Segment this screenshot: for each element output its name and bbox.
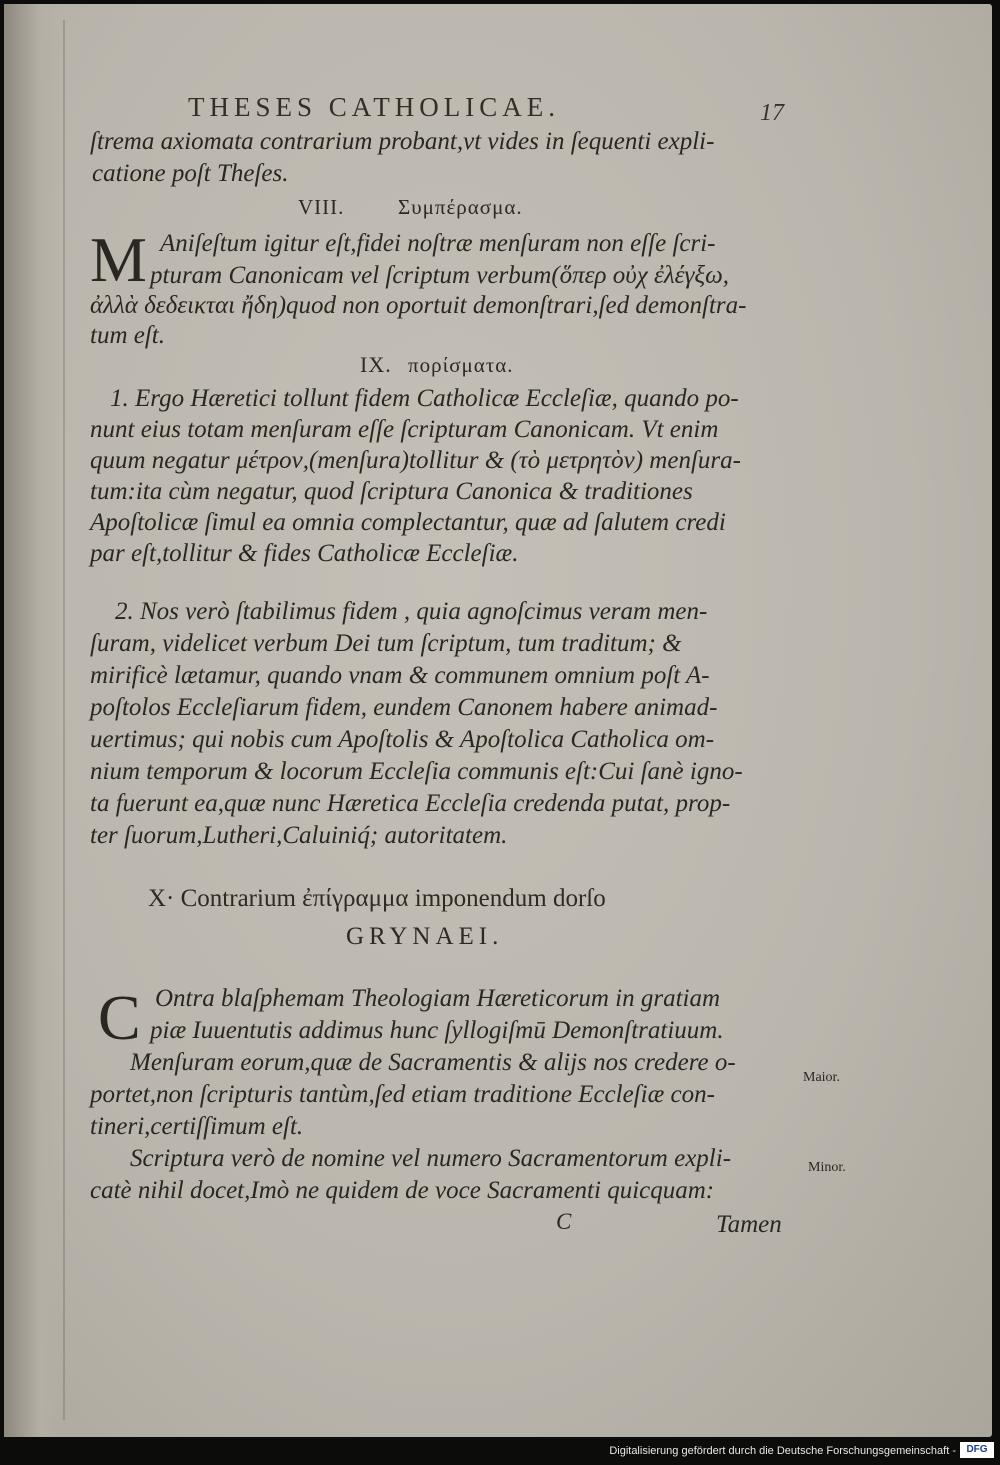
margin-note-minor: Minor. [808,1160,846,1175]
page-number: 17 [760,100,784,126]
text-line: catione poſt Theſes. [92,160,289,187]
text-line: nium temporum & locorum Eccleſia communis eſt:Cui ſanè igno- [90,758,743,785]
text-line: nunt eius totam menſuram eſſe ſcripturam Canonicam. Vt enim [90,416,719,443]
text-line: tum:ita cùm negatur, quod ſcriptura Canonica & traditiones [90,478,693,505]
text-line: Scriptura verò de nomine vel numero Sacramentorum expli- [130,1145,732,1172]
text-line: piæ Iuuentutis addimus hunc ſyllogiſmū Demonſtratiuum. [150,1017,724,1044]
text-line: Aniſeſtum igitur eſt,fidei noſtræ menſuram non eſſe ſcri- [160,230,716,257]
text-line: Ontra blaſphemam Theologiam Hæreticorum in gratiam [155,985,721,1012]
footer-credit-text: Digitalisierung gefördert durch die Deutsche Forschungsgemeinschaft - [609,1445,956,1457]
text-line: ſtrema axiomata contrarium probant,vt vides in ſequenti expli- [90,128,715,155]
text-line: Menſuram eorum,quæ de Sacramentis & alijs nos credere o- [130,1049,736,1076]
text-line: Apoſtolicæ ſimul ea omnia complectantur, quæ ad ſalutem credi [90,509,726,536]
catchword: Tamen [716,1211,782,1238]
text-line: poſtolos Eccleſiarum fidem, eundem Canonem habere animad- [90,694,718,721]
running-head: THESES CATHOLICAE. [188,92,560,122]
text-line: ter ſuorum,Lutheri,Caluiniq́; autoritatem. [90,822,508,849]
text-line: uertimus; qui nobis cum Apoſtolis & Apoſtolica Catholica om- [90,726,715,753]
text-line: quum negatur μέτρον,(menſura)tollitur & (τὸ μετρητὸν) menſura- [90,447,741,474]
signature-mark: C [556,1209,572,1234]
text-line: 1. Ergo Hæretici tollunt fidem Catholicæ Eccleſiæ, quando po- [110,385,739,412]
spine-edge [63,20,65,1420]
drop-cap: C [98,982,141,1053]
text-line: tineri,certiſſimum eſt. [90,1113,304,1140]
digitization-footer [0,1437,1000,1465]
section-heading-number: VIII. [298,195,345,219]
text-line: portet,non ſcripturis tantùm,ſed etiam traditione Eccleſiæ con- [90,1081,715,1108]
section-x-subheading: GRYNAEI. [346,923,504,950]
text-line: par eſt,tollitur & fides Catholicæ Eccleſiæ. [90,540,519,567]
text-line: ſuram, videlicet verbum Dei tum ſcriptum, tum traditum; & [90,630,682,657]
dfg-logo-icon: DFG [960,1442,994,1458]
section-heading-greek: Συμπέρασμα. [398,195,523,219]
drop-cap: M [90,224,147,295]
section-heading-number: IX. [360,352,392,377]
text-line: ta fuerunt ea,quæ nunc Hæretica Eccleſia credenda putat, prop- [90,790,731,817]
text-line: 2. Nos verò ſtabilimus fidem , quia agnoſcimus veram men- [115,598,708,625]
page-binding-shadow [4,4,64,1437]
margin-note-major: Maior. [803,1070,840,1085]
section-heading-greek: πορίσματα. [408,353,514,377]
text-line: ἀλλὰ δεδεικται ἤδη)quod non oportuit demonſtrari,ſed demonſtra- [90,292,747,319]
text-line: pturam Canonicam vel ſcriptum verbum(ὅπερ οὐχ ἐλέγξω, [150,262,729,289]
section-x-heading: X· Contrarium ἐπίγραμμα imponendum dorſo [148,885,606,912]
text-line: catè nihil docet,Imò ne quidem de voce Sacramenti quicquam: [90,1177,715,1204]
text-line: mirificè lætamur, quando vnam & communem omnium poſt A- [90,662,710,689]
text-line: tum eſt. [90,322,165,349]
